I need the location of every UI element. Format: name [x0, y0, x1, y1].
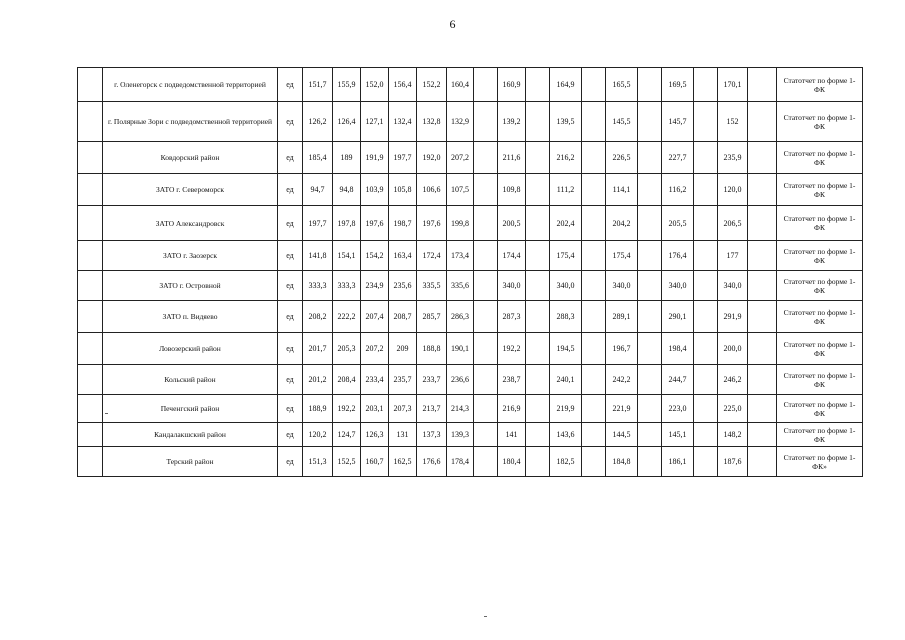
source-cell: Статотчет по форме 1-ФК: [777, 365, 863, 395]
empty-cell: [638, 271, 662, 301]
value-cell: 169,5: [662, 68, 694, 102]
value-cell: 187,6: [718, 447, 748, 477]
row-gutter-cell: [78, 142, 103, 174]
value-cell: 139,3: [447, 423, 474, 447]
empty-cell: [638, 142, 662, 174]
value-cell: 244,7: [662, 365, 694, 395]
value-cell: 202,4: [550, 206, 582, 241]
empty-cell: [582, 174, 606, 206]
row-gutter-cell: [78, 68, 103, 102]
value-cell: 290,1: [662, 301, 694, 333]
value-cell: 222,2: [333, 301, 361, 333]
empty-cell: [582, 68, 606, 102]
value-cell: 189: [333, 142, 361, 174]
empty-cell: [638, 395, 662, 423]
source-cell: Статотчет по форме 1-ФК: [777, 142, 863, 174]
empty-cell: [526, 68, 550, 102]
value-cell: 233,7: [417, 365, 447, 395]
row-gutter-cell: [78, 447, 103, 477]
empty-cell: [526, 241, 550, 271]
empty-cell: [582, 395, 606, 423]
value-cell: 185,4: [303, 142, 333, 174]
table-row: [78, 333, 863, 365]
empty-cell: [694, 68, 718, 102]
value-cell: 109,8: [498, 174, 526, 206]
value-cell: 152,2: [417, 68, 447, 102]
value-cell: 197,7: [303, 206, 333, 241]
table-row: [78, 241, 863, 271]
value-cell: 207,2: [361, 333, 389, 365]
value-cell: 160,4: [447, 68, 474, 102]
value-cell: 141: [498, 423, 526, 447]
empty-cell: [474, 447, 498, 477]
empty-cell: [582, 365, 606, 395]
value-cell: 333,3: [303, 271, 333, 301]
territory-name-cell: г. Оленегорск с подведомственной территорией: [103, 68, 278, 102]
value-cell: 207,4: [361, 301, 389, 333]
table-row: [78, 206, 863, 241]
unit-cell: ед: [278, 447, 303, 477]
value-cell: 111,2: [550, 174, 582, 206]
value-cell: 163,4: [389, 241, 417, 271]
territory-name-cell: Кольский район: [103, 365, 278, 395]
empty-cell: [526, 301, 550, 333]
empty-cell: [526, 447, 550, 477]
unit-cell: ед: [278, 301, 303, 333]
value-cell: 198,7: [389, 206, 417, 241]
value-cell: 145,1: [662, 423, 694, 447]
value-cell: 240,1: [550, 365, 582, 395]
value-cell: 340,0: [662, 271, 694, 301]
value-cell: 116,2: [662, 174, 694, 206]
empty-cell: [582, 333, 606, 365]
empty-cell: [474, 423, 498, 447]
empty-cell: [694, 365, 718, 395]
value-cell: 141,8: [303, 241, 333, 271]
value-cell: 211,6: [498, 142, 526, 174]
table-row: [78, 102, 863, 142]
value-cell: 219,9: [550, 395, 582, 423]
value-cell: 139,5: [550, 102, 582, 142]
value-cell: 160,9: [498, 68, 526, 102]
value-cell: 203,1: [361, 395, 389, 423]
value-cell: 235,9: [718, 142, 748, 174]
empty-cell: [474, 174, 498, 206]
empty-cell: [526, 271, 550, 301]
value-cell: 340,0: [606, 271, 638, 301]
empty-cell: [474, 241, 498, 271]
value-cell: 114,1: [606, 174, 638, 206]
stray-mark: [105, 413, 108, 414]
value-cell: 335,6: [447, 271, 474, 301]
empty-cell: [582, 423, 606, 447]
source-cell: Статотчет по форме 1-ФК: [777, 206, 863, 241]
value-cell: 145,5: [606, 102, 638, 142]
table-row: [78, 142, 863, 174]
empty-cell: [748, 395, 777, 423]
empty-cell: [748, 301, 777, 333]
value-cell: 192,0: [417, 142, 447, 174]
unit-cell: ед: [278, 102, 303, 142]
value-cell: 126,3: [361, 423, 389, 447]
value-cell: 207,2: [447, 142, 474, 174]
value-cell: 216,9: [498, 395, 526, 423]
empty-cell: [582, 301, 606, 333]
source-cell: Статотчет по форме 1-ФК: [777, 68, 863, 102]
value-cell: 205,5: [662, 206, 694, 241]
value-cell: 335,5: [417, 271, 447, 301]
source-cell: Статотчет по форме 1-ФК: [777, 102, 863, 142]
empty-cell: [748, 102, 777, 142]
value-cell: 214,3: [447, 395, 474, 423]
value-cell: 197,6: [361, 206, 389, 241]
empty-cell: [582, 241, 606, 271]
value-cell: 162,5: [389, 447, 417, 477]
value-cell: 175,4: [550, 241, 582, 271]
value-cell: 236,6: [447, 365, 474, 395]
source-cell: Статотчет по форме 1-ФК: [777, 395, 863, 423]
value-cell: 131: [389, 423, 417, 447]
row-gutter-cell: [78, 174, 103, 206]
empty-cell: [582, 447, 606, 477]
empty-cell: [638, 301, 662, 333]
empty-cell: [748, 365, 777, 395]
empty-cell: [526, 395, 550, 423]
value-cell: 178,4: [447, 447, 474, 477]
empty-cell: [526, 206, 550, 241]
empty-cell: [638, 102, 662, 142]
value-cell: 204,2: [606, 206, 638, 241]
value-cell: 160,7: [361, 447, 389, 477]
row-gutter-cell: [78, 271, 103, 301]
empty-cell: [694, 333, 718, 365]
source-cell: Статотчет по форме 1-ФК: [777, 241, 863, 271]
empty-cell: [748, 174, 777, 206]
value-cell: 143,6: [550, 423, 582, 447]
empty-cell: [694, 395, 718, 423]
value-cell: 132,8: [417, 102, 447, 142]
value-cell: 340,0: [498, 271, 526, 301]
empty-cell: [474, 333, 498, 365]
unit-cell: ед: [278, 142, 303, 174]
value-cell: 145,7: [662, 102, 694, 142]
empty-cell: [582, 102, 606, 142]
table-row: [78, 447, 863, 477]
value-cell: 340,0: [550, 271, 582, 301]
value-cell: 151,3: [303, 447, 333, 477]
value-cell: 191,9: [361, 142, 389, 174]
empty-cell: [694, 447, 718, 477]
empty-cell: [694, 174, 718, 206]
table-row: [78, 365, 863, 395]
empty-cell: [748, 241, 777, 271]
value-cell: 242,2: [606, 365, 638, 395]
value-cell: 286,3: [447, 301, 474, 333]
empty-cell: [748, 333, 777, 365]
empty-cell: [526, 365, 550, 395]
empty-cell: [638, 447, 662, 477]
empty-cell: [638, 333, 662, 365]
empty-cell: [526, 333, 550, 365]
empty-cell: [638, 241, 662, 271]
value-cell: 194,5: [550, 333, 582, 365]
value-cell: 235,7: [389, 365, 417, 395]
value-cell: 200,5: [498, 206, 526, 241]
table-row: [78, 271, 863, 301]
empty-cell: [638, 68, 662, 102]
unit-cell: ед: [278, 365, 303, 395]
value-cell: 174,4: [498, 241, 526, 271]
value-cell: 152,0: [361, 68, 389, 102]
source-cell: Статотчет по форме 1-ФК»: [777, 447, 863, 477]
row-gutter-cell: [78, 102, 103, 142]
territory-name-cell: Кандалакшский район: [103, 423, 278, 447]
value-cell: 165,5: [606, 68, 638, 102]
territory-name-cell: ЗАТО г. Заозерск: [103, 241, 278, 271]
value-cell: 225,0: [718, 395, 748, 423]
value-cell: 233,4: [361, 365, 389, 395]
value-cell: 289,1: [606, 301, 638, 333]
table-row: [78, 301, 863, 333]
value-cell: 197,7: [389, 142, 417, 174]
value-cell: 188,8: [417, 333, 447, 365]
unit-cell: ед: [278, 271, 303, 301]
empty-cell: [474, 395, 498, 423]
empty-cell: [474, 271, 498, 301]
empty-cell: [526, 142, 550, 174]
value-cell: 235,6: [389, 271, 417, 301]
value-cell: 208,4: [333, 365, 361, 395]
unit-cell: ед: [278, 68, 303, 102]
empty-cell: [694, 423, 718, 447]
value-cell: 197,6: [417, 206, 447, 241]
empty-cell: [694, 142, 718, 174]
value-cell: 180,4: [498, 447, 526, 477]
table-row: [78, 423, 863, 447]
value-cell: 209: [389, 333, 417, 365]
value-cell: 124,7: [333, 423, 361, 447]
value-cell: 213,7: [417, 395, 447, 423]
table-row: [78, 174, 863, 206]
row-gutter-cell: [78, 241, 103, 271]
value-cell: 94,8: [333, 174, 361, 206]
empty-cell: [748, 447, 777, 477]
value-cell: 94,7: [303, 174, 333, 206]
value-cell: 246,2: [718, 365, 748, 395]
unit-cell: ед: [278, 423, 303, 447]
empty-cell: [638, 174, 662, 206]
value-cell: 164,9: [550, 68, 582, 102]
value-cell: 132,4: [389, 102, 417, 142]
empty-cell: [694, 241, 718, 271]
value-cell: 199,8: [447, 206, 474, 241]
value-cell: 223,0: [662, 395, 694, 423]
value-cell: 207,3: [389, 395, 417, 423]
empty-cell: [748, 271, 777, 301]
value-cell: 216,2: [550, 142, 582, 174]
empty-cell: [748, 142, 777, 174]
value-cell: 126,4: [333, 102, 361, 142]
row-gutter-cell: [78, 395, 103, 423]
value-cell: 188,9: [303, 395, 333, 423]
empty-cell: [526, 174, 550, 206]
empty-cell: [474, 301, 498, 333]
value-cell: 238,7: [498, 365, 526, 395]
empty-cell: [694, 301, 718, 333]
territory-name-cell: Ловозерский район: [103, 333, 278, 365]
empty-cell: [474, 142, 498, 174]
empty-cell: [748, 423, 777, 447]
value-cell: 175,4: [606, 241, 638, 271]
value-cell: 152: [718, 102, 748, 142]
value-cell: 105,8: [389, 174, 417, 206]
value-cell: 126,2: [303, 102, 333, 142]
value-cell: 156,4: [389, 68, 417, 102]
value-cell: 182,5: [550, 447, 582, 477]
row-gutter-cell: [78, 301, 103, 333]
value-cell: 201,2: [303, 365, 333, 395]
value-cell: 192,2: [498, 333, 526, 365]
value-cell: 205,3: [333, 333, 361, 365]
value-cell: 154,1: [333, 241, 361, 271]
value-cell: 192,2: [333, 395, 361, 423]
source-cell: Статотчет по форме 1-ФК: [777, 423, 863, 447]
empty-cell: [582, 206, 606, 241]
empty-cell: [582, 271, 606, 301]
source-cell: Статотчет по форме 1-ФК: [777, 271, 863, 301]
value-cell: 106,6: [417, 174, 447, 206]
value-cell: 132,9: [447, 102, 474, 142]
data-table: [77, 67, 863, 477]
empty-cell: [748, 206, 777, 241]
value-cell: 127,1: [361, 102, 389, 142]
row-gutter-cell: [78, 333, 103, 365]
unit-cell: ед: [278, 206, 303, 241]
territory-name-cell: ЗАТО г. Североморск: [103, 174, 278, 206]
value-cell: 208,2: [303, 301, 333, 333]
empty-cell: [582, 142, 606, 174]
value-cell: 208,7: [389, 301, 417, 333]
value-cell: 151,7: [303, 68, 333, 102]
empty-cell: [638, 365, 662, 395]
value-cell: 155,9: [333, 68, 361, 102]
empty-cell: [638, 423, 662, 447]
value-cell: 333,3: [333, 271, 361, 301]
territory-name-cell: г. Полярные Зори с подведомственной территорией: [103, 102, 278, 142]
unit-cell: ед: [278, 395, 303, 423]
territory-name-cell: ЗАТО г. Островной: [103, 271, 278, 301]
value-cell: 186,1: [662, 447, 694, 477]
value-cell: 198,4: [662, 333, 694, 365]
value-cell: 154,2: [361, 241, 389, 271]
value-cell: 197,8: [333, 206, 361, 241]
value-cell: 137,3: [417, 423, 447, 447]
value-cell: 288,3: [550, 301, 582, 333]
unit-cell: ед: [278, 174, 303, 206]
empty-cell: [638, 206, 662, 241]
value-cell: 103,9: [361, 174, 389, 206]
empty-cell: [474, 365, 498, 395]
value-cell: 172,4: [417, 241, 447, 271]
unit-cell: ед: [278, 333, 303, 365]
value-cell: 221,9: [606, 395, 638, 423]
source-cell: Статотчет по форме 1-ФК: [777, 301, 863, 333]
empty-cell: [474, 102, 498, 142]
table-row: [78, 395, 863, 423]
unit-cell: ед: [278, 241, 303, 271]
value-cell: 287,3: [498, 301, 526, 333]
territory-name-cell: Терский район: [103, 447, 278, 477]
page-number: 6: [449, 17, 456, 31]
value-cell: 234,9: [361, 271, 389, 301]
value-cell: 120,0: [718, 174, 748, 206]
value-cell: 176,6: [417, 447, 447, 477]
value-cell: 107,5: [447, 174, 474, 206]
value-cell: 177: [718, 241, 748, 271]
value-cell: 227,7: [662, 142, 694, 174]
empty-cell: [694, 206, 718, 241]
value-cell: 226,5: [606, 142, 638, 174]
territory-name-cell: ЗАТО Александровск: [103, 206, 278, 241]
value-cell: 291,9: [718, 301, 748, 333]
value-cell: 190,1: [447, 333, 474, 365]
value-cell: 201,7: [303, 333, 333, 365]
value-cell: 285,7: [417, 301, 447, 333]
row-gutter-cell: [78, 423, 103, 447]
empty-cell: [526, 102, 550, 142]
row-gutter-cell: [78, 365, 103, 395]
empty-cell: [694, 271, 718, 301]
value-cell: 176,4: [662, 241, 694, 271]
empty-cell: [694, 102, 718, 142]
territory-name-cell: ЗАТО п. Видяево: [103, 301, 278, 333]
value-cell: 170,1: [718, 68, 748, 102]
value-cell: 152,5: [333, 447, 361, 477]
value-cell: 206,5: [718, 206, 748, 241]
empty-cell: [474, 68, 498, 102]
value-cell: 144,5: [606, 423, 638, 447]
empty-cell: [474, 206, 498, 241]
territory-name-cell: Ковдорский район: [103, 142, 278, 174]
source-cell: Статотчет по форме 1-ФК: [777, 174, 863, 206]
value-cell: 196,7: [606, 333, 638, 365]
table-row: [78, 68, 863, 102]
value-cell: 173,4: [447, 241, 474, 271]
value-cell: 184,8: [606, 447, 638, 477]
empty-cell: [526, 423, 550, 447]
value-cell: 200,0: [718, 333, 748, 365]
empty-cell: [748, 68, 777, 102]
row-gutter-cell: [78, 206, 103, 241]
value-cell: 120,2: [303, 423, 333, 447]
value-cell: 139,2: [498, 102, 526, 142]
source-cell: Статотчет по форме 1-ФК: [777, 333, 863, 365]
value-cell: 340,0: [718, 271, 748, 301]
stray-mark: [484, 616, 487, 617]
value-cell: 148,2: [718, 423, 748, 447]
territory-name-cell: Печенгский район: [103, 395, 278, 423]
